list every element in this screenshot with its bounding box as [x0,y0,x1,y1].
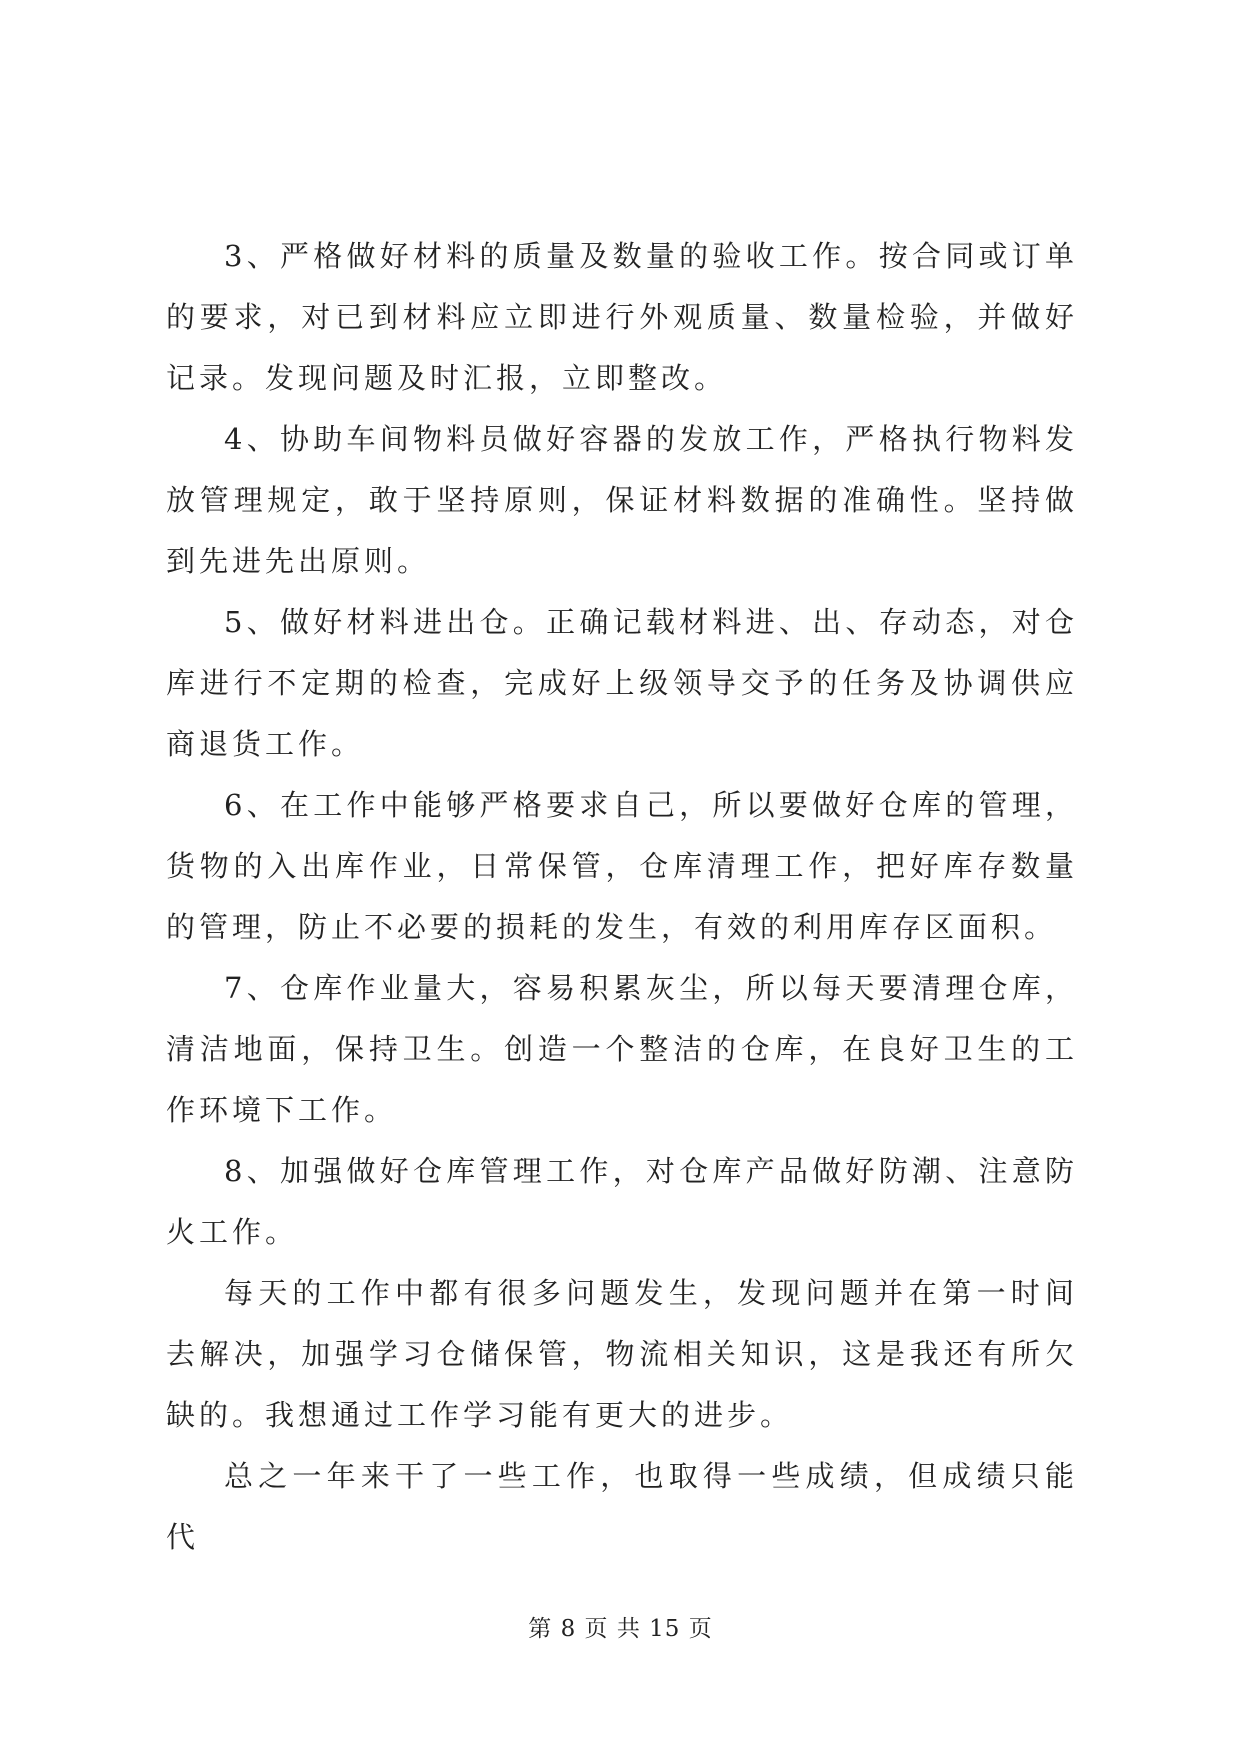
document-body [166,226,1078,1568]
page-number-footer: 第 8 页 共 15 页 [528,1616,713,1642]
paragraph-item-5: 5、做好材料进出仓。正确记载材料进、出、存动态，对仓库进行不定期的检查，完成好上级领导交予的任务及协调供应商退货工作。 [166,605,1078,761]
paragraph-item-3: 3、严格做好材料的质量及数量的验收工作。按合同或订单的要求，对已到材料应立即进行外观质量、数量检验，并做好记录。发现问题及时汇报，立即整改。 [166,239,1078,395]
paragraph-item-7: 7、仓库作业量大，容易积累灰尘，所以每天要清理仓库，清洁地面，保持卫生。创造一个整洁的仓库，在良好卫生的工作环境下工作。 [166,971,1078,1127]
paragraph-item-8: 8、加强做好仓库管理工作，对仓库产品做好防潮、注意防火工作。 [166,1154,1078,1249]
paragraph-daily-problems: 每天的工作中都有很多问题发生，发现问题并在第一时间去解决，加强学习仓储保管，物流相关知识，这是我还有所欠缺的。我想通过工作学习能有更大的进步。 [166,1276,1078,1432]
paragraph-summary: 总之一年来干了一些工作，也取得一些成绩，但成绩只能代 [166,1459,1078,1554]
paragraph-item-4: 4、协助车间物料员做好容器的发放工作，严格执行物料发放管理规定，敢于坚持原则，保证材料数据的准确性。坚持做到先进先出原则。 [166,422,1078,578]
paragraph-item-6: 6、在工作中能够严格要求自己，所以要做好仓库的管理，货物的入出库作业，日常保管，仓库清理工作，把好库存数量的管理，防止不必要的损耗的发生，有效的利用库存区面积。 [166,788,1078,944]
